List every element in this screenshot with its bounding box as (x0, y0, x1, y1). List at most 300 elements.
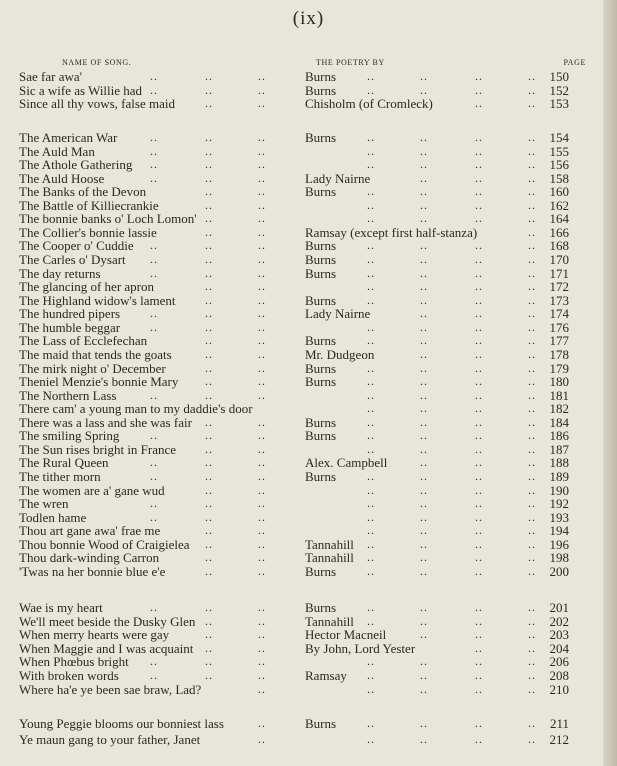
page-number: 212 (549, 731, 569, 747)
leader-dots: .. (528, 69, 536, 83)
page-number: 188 (549, 455, 569, 471)
leader-dots: .. (475, 279, 483, 294)
leader-dots: .. (420, 265, 428, 280)
leader-dots: .. (475, 469, 483, 483)
leader-dots: .. (367, 184, 375, 199)
leader-dots: .. (528, 279, 536, 294)
leader-dots: .. (205, 496, 213, 511)
leader-dots: .. (150, 455, 158, 470)
index-row (0, 551, 600, 564)
leader-dots: .. (150, 157, 158, 172)
index-row (0, 239, 600, 252)
leader-dots: .. (258, 265, 266, 280)
leader-dots: .. (528, 252, 536, 267)
leader-dots: .. (205, 319, 213, 334)
leader-dots: .. (420, 143, 428, 158)
leader-dots: .. (258, 346, 266, 361)
leader-dots: .. (420, 731, 428, 746)
leader-dots: .. (528, 306, 536, 321)
leader-dots: .. (205, 613, 213, 628)
leader-dots: .. (475, 82, 483, 97)
leader-dots: .. (150, 319, 158, 334)
index-row (0, 470, 600, 483)
index-row (0, 389, 600, 402)
song-title: When merry hearts were gay (19, 627, 170, 643)
song-title: The mirk night o' December (19, 360, 166, 376)
song-title: The Banks of the Devon (19, 184, 147, 200)
leader-dots: .. (475, 157, 483, 172)
song-title: The Lass of Ecclefechan (19, 333, 148, 349)
leader-dots: .. (475, 455, 483, 470)
leader-dots: .. (205, 157, 213, 172)
leader-dots: .. (258, 716, 266, 730)
index-row (0, 538, 600, 551)
poet-name: Burns (305, 252, 337, 268)
leader-dots: .. (420, 536, 428, 551)
poet-name: Burns (305, 184, 337, 200)
poet-name: Burns (305, 238, 337, 254)
index-row (0, 334, 600, 347)
song-title: Theniel Menzie's bonnie Mary (19, 374, 179, 390)
song-title: When Phœbus bright (19, 654, 129, 670)
leader-dots: .. (205, 509, 213, 524)
page-number: 170 (549, 252, 569, 268)
index-row (0, 601, 600, 614)
leader-dots: .. (205, 292, 213, 307)
leader-dots: .. (420, 414, 428, 429)
leader-dots: .. (367, 238, 375, 253)
leader-dots: .. (367, 716, 375, 730)
leader-dots: .. (475, 716, 483, 730)
song-title: The Collier's bonnie lassie (19, 224, 157, 240)
leader-dots: .. (475, 333, 483, 348)
leader-dots: .. (420, 279, 428, 294)
page-number: 186 (549, 428, 569, 444)
leader-dots: .. (475, 130, 483, 144)
leader-dots: .. (367, 143, 375, 158)
leader-dots: .. (205, 455, 213, 470)
leader-dots: .. (475, 482, 483, 497)
poet-name: Burns (305, 563, 337, 579)
page-number: 201 (549, 600, 569, 615)
song-title: The Auld Man (19, 143, 95, 159)
leader-dots: .. (205, 306, 213, 321)
leader-dots: .. (420, 469, 428, 483)
leader-dots: .. (528, 550, 536, 565)
page-number: 166 (549, 224, 569, 240)
song-title: Wae is my heart (19, 600, 103, 615)
leader-dots: .. (475, 523, 483, 538)
leader-dots: .. (205, 627, 213, 642)
poet-name: By John, Lord Yester (305, 640, 416, 656)
leader-dots: .. (205, 82, 213, 97)
page-number: 174 (549, 306, 569, 322)
leader-dots: .. (150, 69, 158, 83)
song-title: Ye maun gang to your father, Janet (19, 731, 201, 747)
leader-dots: .. (420, 319, 428, 334)
poet-name: Lady Nairne (305, 170, 371, 186)
poet-name: Burns (305, 333, 337, 349)
leader-dots: .. (205, 197, 213, 212)
leader-dots: .. (150, 600, 158, 614)
leader-dots: .. (420, 184, 428, 199)
page-number: 194 (549, 523, 569, 539)
index-row (0, 429, 600, 442)
index-row (0, 733, 600, 746)
leader-dots: .. (420, 509, 428, 524)
leader-dots: .. (528, 469, 536, 483)
leader-dots: .. (475, 306, 483, 321)
leader-dots: .. (475, 69, 483, 83)
song-title: The Northern Lass (19, 387, 117, 403)
leader-dots: .. (475, 319, 483, 334)
leader-dots: .. (258, 292, 266, 307)
leader-dots: .. (205, 265, 213, 280)
leader-dots: .. (528, 184, 536, 199)
index-row (0, 717, 600, 730)
leader-dots: .. (528, 441, 536, 456)
leader-dots: .. (205, 224, 213, 239)
leader-dots: .. (205, 387, 213, 402)
leader-dots: .. (367, 197, 375, 212)
song-title: Sae far awa' (19, 69, 82, 84)
leader-dots: .. (475, 360, 483, 375)
leader-dots: .. (528, 455, 536, 470)
leader-dots: .. (528, 613, 536, 628)
leader-dots: .. (205, 523, 213, 538)
leader-dots: .. (420, 333, 428, 348)
page-number: 150 (549, 69, 569, 84)
poet-name: Hector Macneil (305, 627, 387, 643)
poet-name: Burns (305, 130, 337, 145)
leader-dots: .. (420, 157, 428, 172)
leader-dots: .. (528, 157, 536, 172)
index-row (0, 84, 600, 97)
leader-dots: .. (528, 346, 536, 361)
leader-dots: .. (420, 563, 428, 578)
index-row (0, 669, 600, 682)
leader-dots: .. (528, 482, 536, 497)
page-number: 162 (549, 197, 569, 213)
leader-dots: .. (150, 252, 158, 267)
leader-dots: .. (528, 496, 536, 511)
leader-dots: .. (420, 668, 428, 682)
index-row (0, 642, 600, 655)
leader-dots: .. (420, 360, 428, 375)
leader-dots: .. (475, 509, 483, 524)
song-title: Sic a wife as Willie had (19, 82, 143, 98)
leader-dots: .. (367, 211, 375, 226)
leader-dots: .. (258, 170, 266, 185)
leader-dots: .. (150, 265, 158, 280)
leader-dots: .. (475, 292, 483, 307)
leader-dots: .. (528, 414, 536, 429)
leader-dots: .. (258, 96, 266, 111)
leader-dots: .. (420, 523, 428, 538)
leader-dots: .. (367, 414, 375, 429)
leader-dots: .. (205, 238, 213, 253)
page-number: 208 (549, 668, 569, 683)
leader-dots: .. (150, 170, 158, 185)
leader-dots: .. (205, 469, 213, 483)
leader-dots: .. (475, 441, 483, 456)
song-title: The hundred pipers (19, 306, 121, 322)
leader-dots: .. (258, 238, 266, 253)
leader-dots: .. (258, 374, 266, 389)
leader-dots: .. (367, 279, 375, 294)
poet-name: Alex. Campbell (305, 455, 388, 471)
song-title: The humble beggar (19, 319, 121, 335)
song-title: Thou bonnie Wood of Craigielea (19, 536, 190, 552)
leader-dots: .. (420, 346, 428, 361)
leader-dots: .. (258, 211, 266, 226)
leader-dots: .. (528, 600, 536, 614)
leader-dots: .. (420, 681, 428, 696)
leader-dots: .. (258, 197, 266, 212)
poet-name: Mr. Dudgeon (305, 346, 375, 362)
index-row (0, 683, 600, 696)
leader-dots: .. (258, 143, 266, 158)
song-title: 'Twas na her bonnie blue e'e (19, 563, 166, 579)
leader-dots: .. (367, 441, 375, 456)
poet-name: Burns (305, 265, 337, 281)
page-number: 179 (549, 360, 569, 376)
leader-dots: .. (528, 333, 536, 348)
leader-dots: .. (420, 428, 428, 443)
leader-dots: .. (205, 428, 213, 443)
leader-dots: .. (205, 170, 213, 185)
leader-dots: .. (420, 238, 428, 253)
page-number: 164 (549, 211, 569, 227)
leader-dots: .. (258, 654, 266, 669)
leader-dots: .. (420, 716, 428, 730)
leader-dots: .. (475, 563, 483, 578)
leader-dots: .. (528, 211, 536, 226)
leader-dots: .. (528, 401, 536, 416)
leader-dots: .. (258, 428, 266, 443)
leader-dots: .. (258, 469, 266, 483)
page-number: 181 (549, 387, 569, 403)
leader-dots: .. (258, 613, 266, 628)
leader-dots: .. (475, 252, 483, 267)
index-row (0, 199, 600, 212)
leader-dots: .. (258, 184, 266, 199)
page-number: 156 (549, 157, 569, 173)
page-folio: (ix) (292, 8, 325, 29)
song-title: The day returns (19, 265, 101, 281)
header-page: PAGE (563, 58, 586, 67)
leader-dots: .. (528, 654, 536, 669)
leader-dots: .. (475, 613, 483, 628)
leader-dots: .. (475, 401, 483, 416)
index-row (0, 416, 600, 429)
leader-dots: .. (475, 600, 483, 614)
index-row (0, 294, 600, 307)
page-number: 177 (549, 333, 569, 349)
leader-dots: .. (367, 654, 375, 669)
leader-dots: .. (475, 374, 483, 389)
leader-dots: .. (150, 654, 158, 669)
page-number: 204 (549, 640, 569, 656)
leader-dots: .. (420, 130, 428, 144)
poet-name: Tannahill (305, 536, 354, 552)
leader-dots: .. (367, 731, 375, 746)
leader-dots: .. (258, 482, 266, 497)
leader-dots: .. (205, 441, 213, 456)
index-row (0, 253, 600, 266)
poet-name: Burns (305, 716, 337, 731)
leader-dots: .. (258, 157, 266, 172)
song-title: The American War (19, 130, 118, 145)
leader-dots: .. (420, 627, 428, 642)
page-number: 171 (549, 265, 569, 281)
leader-dots: .. (367, 469, 375, 483)
index-row (0, 655, 600, 668)
leader-dots: .. (205, 130, 213, 144)
song-title: The maid that tends the goats (19, 346, 172, 362)
index-row (0, 511, 600, 524)
poet-name: Chisholm (of Cromleck) (305, 96, 433, 112)
leader-dots: .. (205, 69, 213, 83)
leader-dots: .. (150, 509, 158, 524)
leader-dots: .. (528, 731, 536, 746)
song-title: There cam' a young man to my daddie's door (19, 401, 253, 417)
leader-dots: .. (258, 414, 266, 429)
leader-dots: .. (528, 536, 536, 551)
leader-dots: .. (420, 69, 428, 83)
poet-name: Tannahill (305, 613, 354, 629)
leader-dots: .. (475, 668, 483, 682)
song-title: The bonnie banks o' Loch Lomon' (19, 211, 197, 227)
song-title: With broken words (19, 668, 119, 683)
leader-dots: .. (528, 197, 536, 212)
leader-dots: .. (150, 82, 158, 97)
song-title: The Battle of Killiecrankie (19, 197, 159, 213)
song-title: Todlen hame (19, 509, 87, 525)
index-row (0, 524, 600, 537)
leader-dots: .. (367, 550, 375, 565)
leader-dots: .. (367, 387, 375, 402)
leader-dots: .. (258, 224, 266, 239)
song-title: The Rural Queen (19, 455, 109, 471)
leader-dots: .. (367, 69, 375, 83)
poet-name: Lady Nairne (305, 306, 371, 322)
index-row (0, 362, 600, 375)
leader-dots: .. (475, 428, 483, 443)
song-title: The Auld Hoose (19, 170, 105, 186)
leader-dots: .. (420, 482, 428, 497)
page-number: 176 (549, 319, 569, 335)
leader-dots: .. (475, 627, 483, 642)
leader-dots: .. (205, 211, 213, 226)
poet-name: Ramsay (305, 668, 347, 683)
leader-dots: .. (528, 716, 536, 730)
leader-dots: .. (367, 600, 375, 614)
leader-dots: .. (475, 238, 483, 253)
song-title: The tither morn (19, 469, 101, 484)
leader-dots: .. (205, 96, 213, 111)
page-number: 154 (549, 130, 569, 145)
leader-dots: .. (475, 731, 483, 746)
leader-dots: .. (205, 333, 213, 348)
leader-dots: .. (420, 170, 428, 185)
leader-dots: .. (150, 387, 158, 402)
leader-dots: .. (420, 550, 428, 565)
leader-dots: .. (258, 279, 266, 294)
page-number: 211 (549, 716, 569, 731)
page-number: 193 (549, 509, 569, 525)
leader-dots: .. (528, 265, 536, 280)
song-title: The Highland widow's lament (19, 292, 176, 308)
index-row (0, 348, 600, 361)
leader-dots: .. (475, 387, 483, 402)
poet-name: Burns (305, 360, 337, 376)
leader-dots: .. (528, 387, 536, 402)
leader-dots: .. (258, 668, 266, 682)
page-number: 202 (549, 613, 569, 629)
song-title: The women are a' gane wud (19, 482, 165, 498)
leader-dots: .. (258, 387, 266, 402)
page-number: 187 (549, 441, 569, 457)
index-row (0, 443, 600, 456)
index-row (0, 321, 600, 334)
index-row (0, 267, 600, 280)
leader-dots: .. (258, 319, 266, 334)
song-title: The Carles o' Dysart (19, 252, 126, 268)
page-number: 206 (549, 654, 569, 670)
leader-dots: .. (258, 69, 266, 83)
leader-dots: .. (420, 654, 428, 669)
leader-dots: .. (475, 496, 483, 511)
leader-dots: .. (528, 96, 536, 111)
leader-dots: .. (420, 613, 428, 628)
leader-dots: .. (150, 238, 158, 253)
leader-dots: .. (475, 536, 483, 551)
index-row (0, 615, 600, 628)
leader-dots: .. (205, 668, 213, 682)
poet-name: Burns (305, 374, 337, 390)
leader-dots: .. (205, 252, 213, 267)
leader-dots: .. (475, 414, 483, 429)
leader-dots: .. (205, 360, 213, 375)
index-row (0, 172, 600, 185)
leader-dots: .. (367, 509, 375, 524)
poet-name: Burns (305, 292, 337, 308)
leader-dots: .. (528, 640, 536, 655)
leader-dots: .. (475, 96, 483, 111)
leader-dots: .. (258, 333, 266, 348)
leader-dots: .. (528, 627, 536, 642)
leader-dots: .. (150, 306, 158, 321)
page-number: 190 (549, 482, 569, 498)
header-song: NAME OF SONG. (62, 58, 132, 67)
leader-dots: .. (205, 600, 213, 614)
leader-dots: .. (367, 82, 375, 97)
leader-dots: .. (258, 681, 266, 696)
leader-dots: .. (528, 170, 536, 185)
page-number: 192 (549, 496, 569, 512)
page-number: 160 (549, 184, 569, 200)
index-row (0, 484, 600, 497)
leader-dots: .. (150, 143, 158, 158)
leader-dots: .. (475, 143, 483, 158)
page-number: 153 (549, 96, 569, 112)
leader-dots: .. (367, 252, 375, 267)
leader-dots: .. (205, 374, 213, 389)
leader-dots: .. (528, 82, 536, 97)
leader-dots: .. (258, 82, 266, 97)
leader-dots: .. (150, 428, 158, 443)
